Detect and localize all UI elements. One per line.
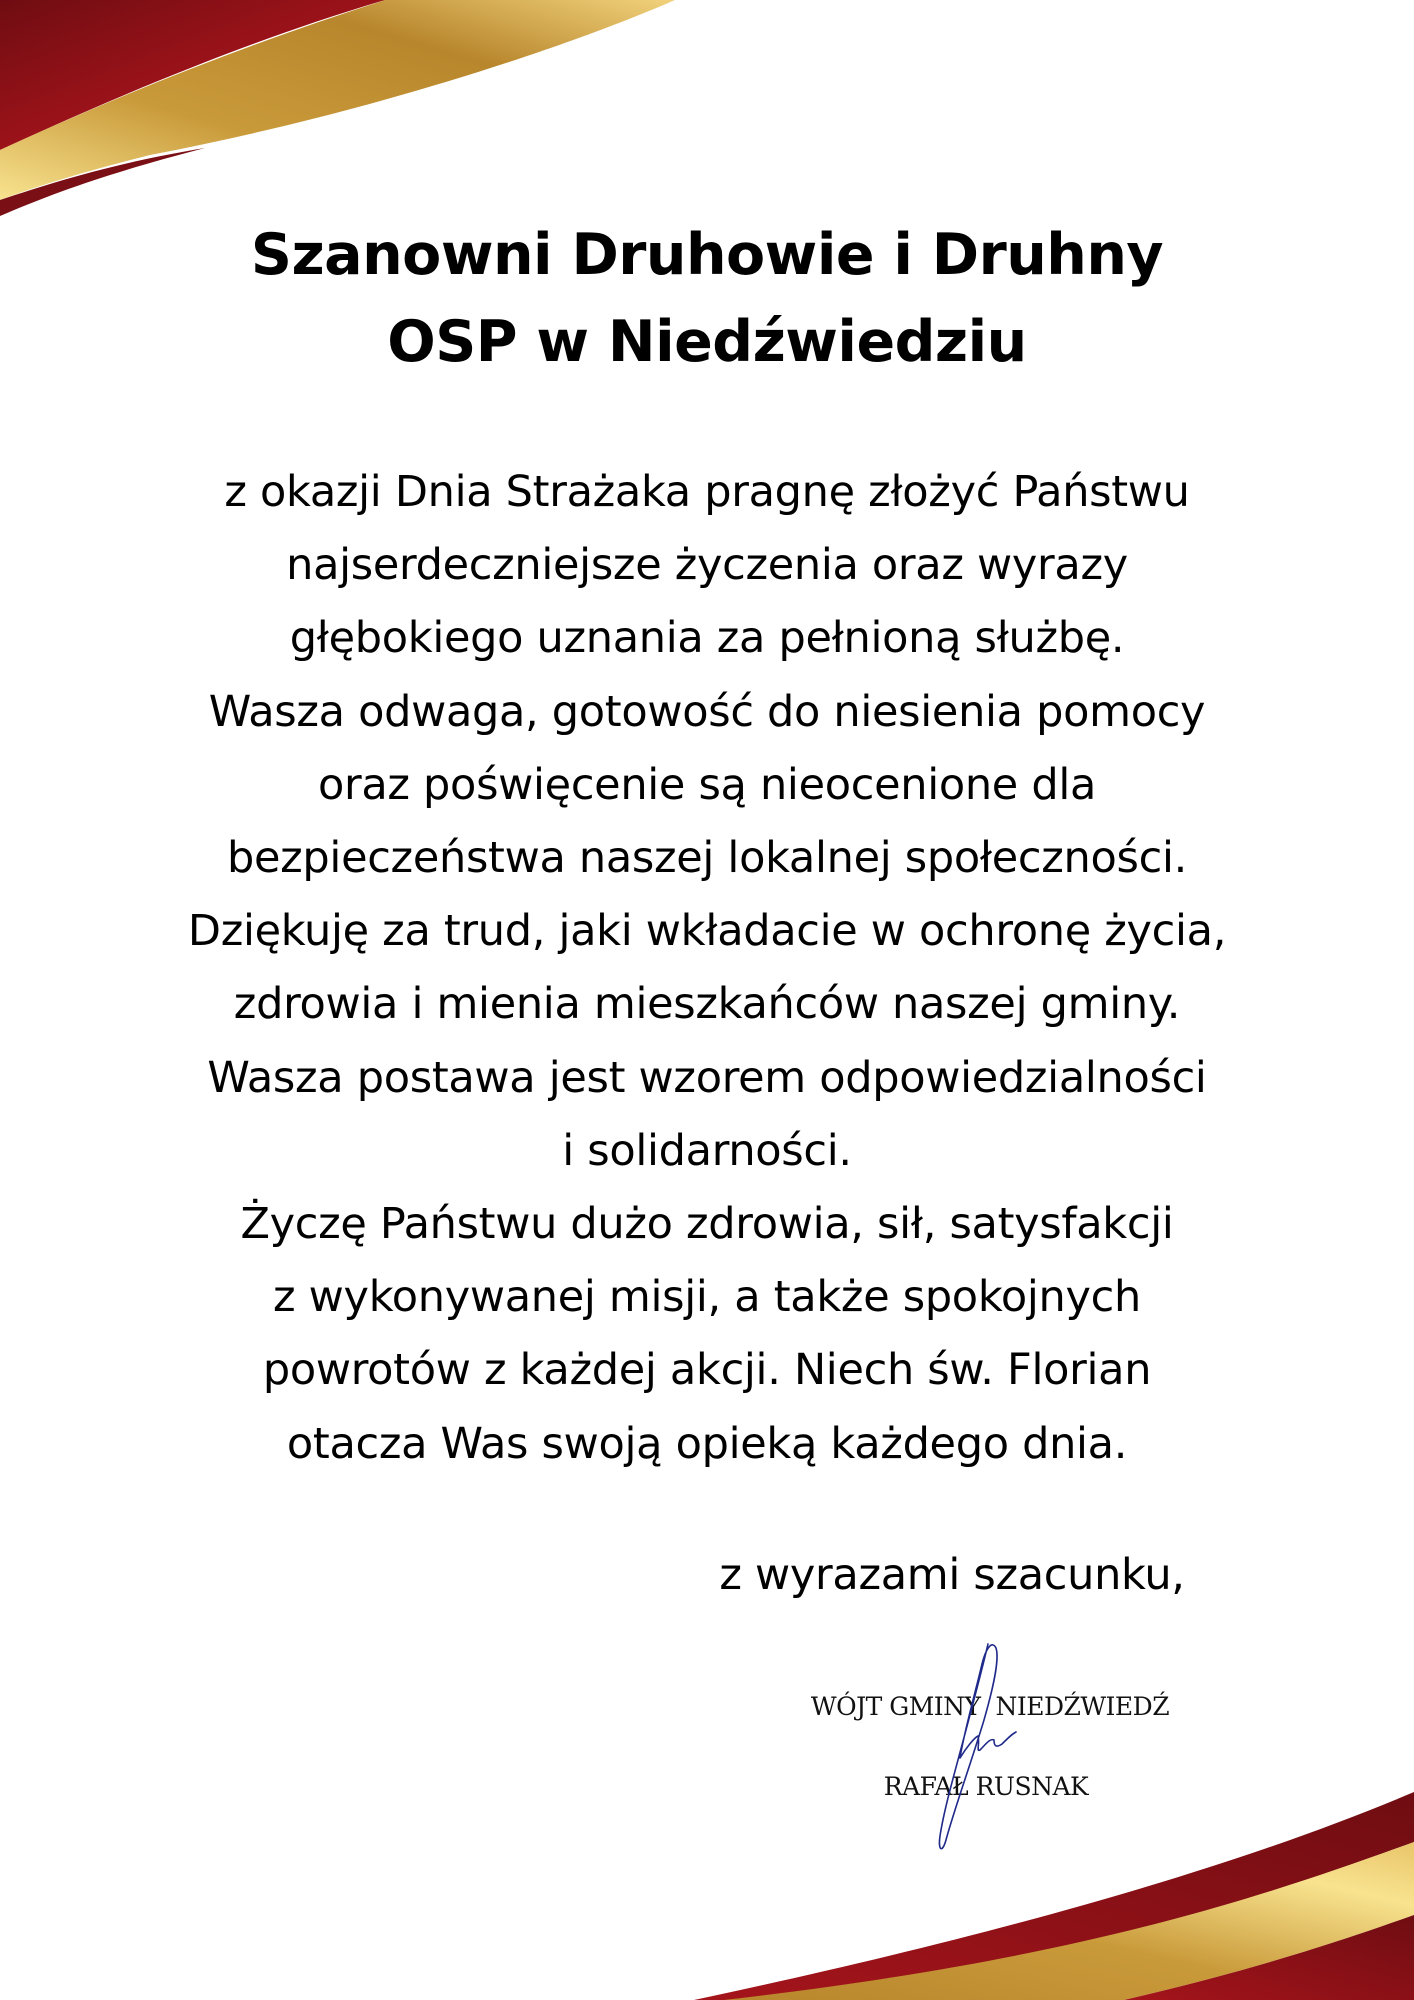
- top-left-ribbon-decoration: [0, 0, 700, 230]
- body-line: głębokiego uznania za pełnioną służbę.: [289, 613, 1125, 664]
- signature-block: [760, 1680, 1220, 1850]
- closing-text: z wyrazami szacunku,: [719, 1550, 1185, 1600]
- body-line: otacza Was swoją opieką każdego dnia.: [286, 1418, 1128, 1469]
- body-line: oraz poświęcenie są nieocenione dla: [317, 759, 1097, 810]
- letter-title: [0, 212, 1414, 386]
- closing-line: [600, 1545, 1360, 1605]
- body-line: z wykonywanej misji, a także spokojnych: [273, 1272, 1141, 1323]
- title-line-2: OSP w Niedźwiedziu: [387, 309, 1027, 375]
- body-line: Wasza postawa jest wzorem odpowiedzialności: [207, 1052, 1207, 1103]
- handwritten-signature: [920, 1640, 1040, 1860]
- body-line: zdrowia i mienia mieszkańców naszej gminy.: [233, 979, 1181, 1030]
- body-line: najserdeczniejsze życzenia oraz wyrazy: [286, 540, 1128, 591]
- body-line: z okazji Dnia Strażaka pragnę złożyć Państwu: [224, 467, 1190, 517]
- body-line: bezpieczeństwa naszej lokalnej społeczności.: [227, 833, 1187, 884]
- signatory-name: RAFAŁ RUSNAK: [883, 1772, 1089, 1801]
- body-line: Wasza odwaga, gotowość do niesienia pomocy: [208, 686, 1206, 737]
- signatory-title: WÓJT GMINY NIEDŹWIEDŹ: [810, 1692, 1170, 1721]
- body-line: Dziękuję za trud, jaki wkładacie w ochronę życia,: [187, 906, 1227, 957]
- letter-body: [40, 456, 1374, 1481]
- body-line: powrotów z każdej akcji. Niech św. Florian: [262, 1345, 1152, 1396]
- title-line-1: Szanowni Druhowie i Druhny: [250, 222, 1164, 288]
- body-line: i solidarności.: [562, 1125, 852, 1176]
- body-line: Życzę Państwu dużo zdrowia, sił, satysfakcji: [240, 1199, 1174, 1250]
